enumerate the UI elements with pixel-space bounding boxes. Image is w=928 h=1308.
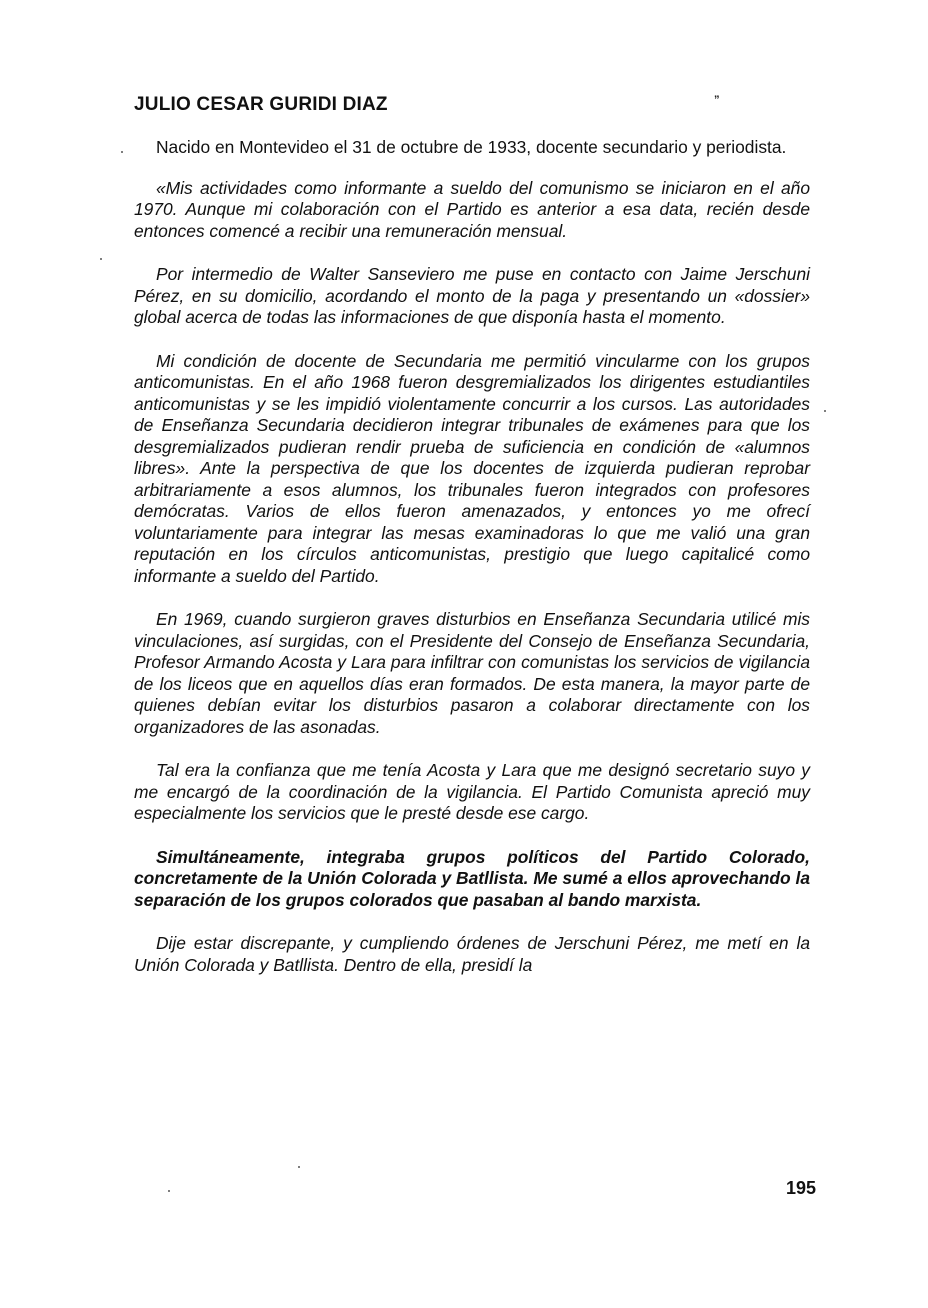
paragraph: «Mis actividades como informante a sueldo del comunismo se iniciaron en el año 1970. Aunque mi colaboración con el Partido es anterior a esa data, recién desde entonces comencé a recibir una remuneración mensual. xyxy=(134,177,810,241)
paragraph: Por intermedio de Walter Sanseviero me puse en contacto con Jaime Jerschuni Pérez, en su domicilio, acordando el monto de la paga y presentando un «dossier» global acerca de todas las informaciones de que disponía hasta el momento. xyxy=(134,264,810,327)
page-number: 195 xyxy=(786,1178,817,1198)
paragraph: Dije estar discrepante, y cumpliendo órdenes de Jerschuni Pérez, me metí en la Unión Colorada y Batllista. Dentro de ella, presidí la xyxy=(134,933,810,975)
scan-speck xyxy=(168,1190,170,1192)
paragraph: Tal era la confianza que me tenía Acosta y Lara que me designó secretario suyo y me encargó de la coordinación de la vigilancia. El Partido Comunista apreció muy especialmente los servicios que le presté desde ese cargo. xyxy=(134,760,810,823)
scan-speck xyxy=(121,151,123,153)
scan-speck xyxy=(100,258,102,260)
page-title: JULIO CESAR GURIDI DIAZ xyxy=(134,94,388,115)
stray-mark: ” xyxy=(714,94,720,106)
paragraph-intro: Nacido en Montevideo el 31 de octubre de 1933, docente secundario y periodista. xyxy=(156,137,787,157)
body-text xyxy=(134,137,810,998)
scan-speck xyxy=(824,410,826,412)
paragraph: Mi condición de docente de Secundaria me permitió vincularme con los grupos anticomunistas. En el año 1968 fueron desgremializados los dirigentes estudiantiles anticomunistas y se les impidió violentamente concurrir a los cursos. Las autoridades de Enseñanza Secundaria decidieron integrar tribunales de exámenes para que los desgremializados pudieran rendir prueba de suficiencia en condición de «alumnos libres». Ante la perspectiva de que los docentes de izquierda pudieran reprobar arbitrariamente a esos alumnos, los tribunales fueron integrados con profesores demócratas. Varios de ellos fueron amenazados, y entonces yo me ofrecí voluntariamente para integrar las mesas examinadoras lo que me valió una gran reputación en los círculos anticomunistas, prestigio que luego capitalicé como informante a sueldo del Partido. xyxy=(134,350,810,586)
scan-speck xyxy=(298,1166,300,1168)
paragraph: En 1969, cuando surgieron graves disturbios en Enseñanza Secundaria utilicé mis vinculaciones, así surgidas, con el Presidente del Consejo de Enseñanza Secundaria, Profesor Armando Acosta y Lara para infiltrar con comunistas los servicios de vigilancia de los liceos que en aquellos días eran formados. De esta manera, la mayor parte de quienes debían evitar los disturbios pasaron a colaborar directamente con los organizadores de las asonadas. xyxy=(134,609,810,737)
paragraph: Simultáneamente, integraba grupos políticos del Partido Colorado, concretamente de la Unión Colorada y Batllista. Me sumé a ellos aprovechando la separación de los grupos colorados que pasaban al bando marxista. xyxy=(134,846,810,910)
